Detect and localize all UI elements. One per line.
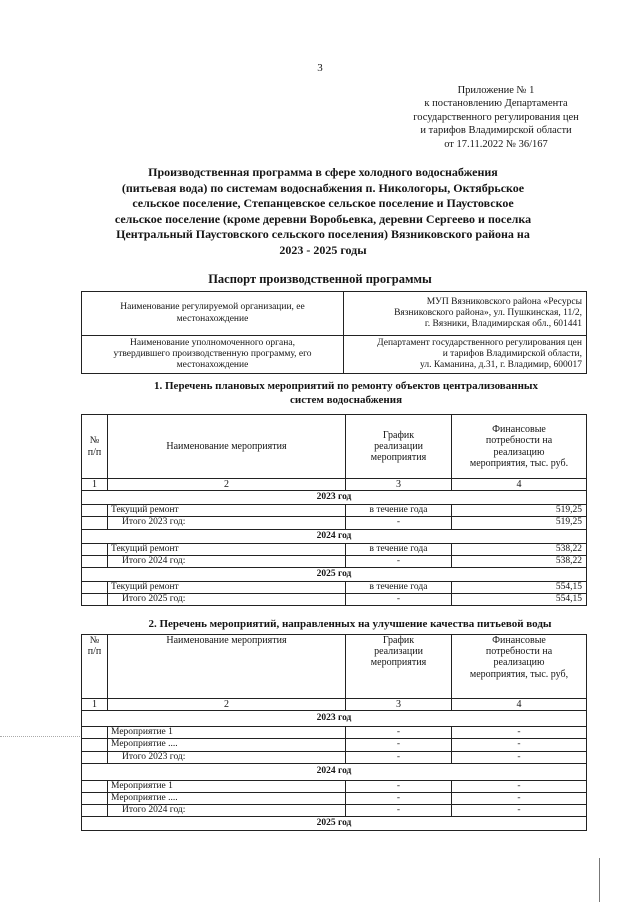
title-line: сельское поселение, Степанцевское сельское поселение и Паустовское <box>132 196 514 211</box>
repair-measures-table <box>81 414 587 606</box>
water-quality-measures-table <box>81 634 587 831</box>
measure-schedule: - <box>346 793 452 805</box>
total-row <box>82 555 587 567</box>
measure-value: - <box>452 780 587 792</box>
column-number: 1 <box>82 479 108 491</box>
passport-value: Департамент государственного регулирования цен и тарифов Владимирской области, ул. Каманина, д.31, г. Владимир, 600017 <box>344 336 587 374</box>
column-number: 4 <box>452 479 587 491</box>
measure-value: 538,22 <box>452 543 587 555</box>
table-header <box>82 415 587 479</box>
total-schedule: - <box>346 555 452 567</box>
table-row <box>82 727 587 739</box>
measure-value: - <box>452 727 587 739</box>
measure-value: - <box>452 793 587 805</box>
table-header <box>82 635 587 699</box>
measure-name: Текущий ремонт <box>108 582 346 594</box>
total-row <box>82 594 587 606</box>
passport-row <box>82 292 587 336</box>
total-value: 554,15 <box>452 594 587 606</box>
year-row <box>82 817 587 831</box>
section2-heading: 2. Перечень мероприятий, направленных на улучшение качества питьевой воды <box>148 618 552 630</box>
total-name: Итого 2024 год: <box>108 555 346 567</box>
appendix-line: и тарифов Владимирской области <box>420 125 572 137</box>
year-row <box>82 711 587 727</box>
total-schedule: - <box>346 594 452 606</box>
measure-name: Мероприятие .... <box>108 793 346 805</box>
passport-label: Наименование регулируемой организации, ее местонахождение <box>82 292 344 336</box>
appendix-line: к постановлению Департамента <box>424 98 568 110</box>
column-number: 2 <box>108 699 346 711</box>
appendix-line: государственного регулирования цен <box>413 111 579 123</box>
column-number: 1 <box>82 699 108 711</box>
measure-schedule: - <box>346 739 452 751</box>
header-num: № п/п <box>82 635 108 699</box>
total-name: Итого 2025 год: <box>108 594 346 606</box>
margin-mark <box>599 858 600 902</box>
year-row <box>82 763 587 780</box>
total-name: Итого 2023 год: <box>108 751 346 763</box>
header-finance: Финансовые потребности на реализацию мероприятия, тыс. руб, <box>452 635 587 699</box>
appendix-block <box>380 84 612 151</box>
total-value: - <box>452 805 587 817</box>
appendix-line: Приложение № 1 <box>457 85 535 96</box>
passport-title: Паспорт производственной программы <box>208 272 432 286</box>
title-line: сельское поселение (кроме деревни Воробьевка, деревни Сергеево и поселка <box>114 211 532 226</box>
measure-schedule: - <box>346 780 452 792</box>
measure-name: Текущий ремонт <box>108 543 346 555</box>
measure-schedule: в течение года <box>346 505 452 517</box>
column-number: 4 <box>452 699 587 711</box>
table-row <box>82 739 587 751</box>
total-name: Итого 2024 год: <box>108 805 346 817</box>
year-row <box>82 568 587 582</box>
table-row <box>82 793 587 805</box>
measure-value: - <box>452 739 587 751</box>
measure-schedule: - <box>346 727 452 739</box>
section1-heading: 1. Перечень плановых мероприятий по ремонту объектов централизованных систем водоснабжения <box>154 380 538 406</box>
measure-value: 554,15 <box>452 582 587 594</box>
passport-value: МУП Вязниковского района «Ресурсы Вязниковского района», ул. Пушкинская, 11/2, г. Вязники, Владимирская обл., 601441 <box>344 292 587 336</box>
year-label: 2023 год <box>82 711 587 727</box>
header-schedule: График реализации мероприятия <box>346 415 452 479</box>
year-label: 2025 год <box>82 568 587 582</box>
header-finance: Финансовые потребности на реализацию мероприятия, тыс. руб. <box>452 415 587 479</box>
page-number: 3 <box>317 62 323 74</box>
measure-name: Текущий ремонт <box>108 505 346 517</box>
scan-artifact-dots <box>0 736 80 737</box>
document-title <box>88 165 558 259</box>
year-label: 2024 год <box>82 529 587 543</box>
column-number: 3 <box>346 699 452 711</box>
header-schedule: График реализации мероприятия <box>346 635 452 699</box>
column-number: 2 <box>108 479 346 491</box>
header-name: Наименование мероприятия <box>108 415 346 479</box>
table-row <box>82 780 587 792</box>
total-row <box>82 805 587 817</box>
year-label: 2025 год <box>82 817 587 831</box>
measure-name: Мероприятие 1 <box>108 727 346 739</box>
title-line: (питьевая вода) по системам водоснабжения п. Никологоры, Октябрьское <box>121 180 525 195</box>
total-schedule: - <box>346 805 452 817</box>
measure-name: Мероприятие 1 <box>108 780 346 792</box>
measure-schedule: в течение года <box>346 582 452 594</box>
total-name: Итого 2023 год: <box>108 517 346 529</box>
total-value: - <box>452 751 587 763</box>
total-row <box>82 517 587 529</box>
total-schedule: - <box>346 517 452 529</box>
column-number: 3 <box>346 479 452 491</box>
header-num: № п/п <box>82 415 108 479</box>
total-value: 538,22 <box>452 555 587 567</box>
column-numbers-row <box>82 479 587 491</box>
header-name: Наименование мероприятия <box>108 635 346 699</box>
table-row <box>82 543 587 555</box>
passport-label: Наименование уполномоченного органа, утвердившего производственную программу, его местонахождение <box>82 336 344 374</box>
total-row <box>82 751 587 763</box>
appendix-line: от 17.11.2022 № 36/167 <box>444 138 548 150</box>
total-schedule: - <box>346 751 452 763</box>
column-numbers-row <box>82 699 587 711</box>
year-label: 2023 год <box>82 491 587 505</box>
total-value: 519,25 <box>452 517 587 529</box>
year-label: 2024 год <box>82 763 587 780</box>
passport-table <box>81 291 587 374</box>
measure-name: Мероприятие .... <box>108 739 346 751</box>
title-line: Производственная программа в сфере холодного водоснабжения <box>148 165 498 179</box>
table-row <box>82 505 587 517</box>
measure-schedule: в течение года <box>346 543 452 555</box>
table-row <box>82 582 587 594</box>
title-line: Центральный Паустовского сельского поселения) Вязниковского района на <box>116 227 530 242</box>
passport-row <box>82 336 587 374</box>
year-row <box>82 491 587 505</box>
year-row <box>82 529 587 543</box>
title-line: 2023 - 2025 годы <box>279 242 367 257</box>
measure-value: 519,25 <box>452 505 587 517</box>
